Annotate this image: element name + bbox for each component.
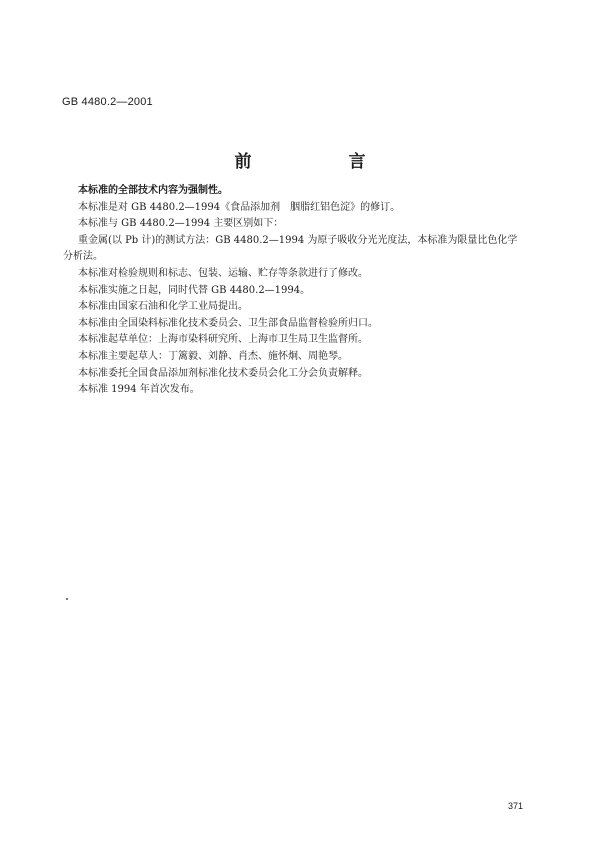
paragraph-heavy-metal-line2: 分析法。 bbox=[63, 251, 103, 263]
standard-code: GB 4480.2—2001 bbox=[62, 96, 153, 108]
paragraph-heavy-metal-line1: 重金属(以 Pb 计)的测试方法：GB 4480.2—1994 为原子吸收分光光度法，本标准为限量比色化学 bbox=[78, 234, 518, 246]
paragraph-interpretation: 本标准委托全国食品添加剂标准化技术委员会化工分会负责解释。 bbox=[78, 367, 368, 379]
paragraph-proposed-by: 本标准由国家石油和化学工业局提出。 bbox=[78, 301, 248, 313]
paragraph-revision: 本标准是对 GB 4480.2—1994《食品添加剂 胭脂红铝色淀》的修订。 bbox=[78, 201, 401, 213]
foreword-body bbox=[63, 183, 548, 399]
paragraph-mandatory: 本标准的全部技术内容为强制性。 bbox=[78, 185, 228, 196]
page-title: 前 言 bbox=[234, 152, 406, 172]
paragraph-first-release: 本标准 1994 年首次发布。 bbox=[78, 384, 200, 396]
paragraph-centralized-by: 本标准由全国染料标准化技术委员会、卫生部食品监督检验所归口。 bbox=[78, 317, 378, 329]
paragraph-inspection-rules: 本标准对检验规则和标志、包装、运输、贮存等条款进行了修改。 bbox=[78, 267, 368, 279]
page-number: 371 bbox=[508, 801, 524, 811]
paragraph-drafters: 本标准主要起草人：丁篱毅、刘静、肖杰、施怀炯、周艳琴。 bbox=[78, 350, 348, 362]
paragraph-drafting-units: 本标准起草单位：上海市染料研究所、上海市卫生局卫生监督所。 bbox=[78, 334, 368, 346]
paragraph-replacement: 本标准实施之日起，同时代替 GB 4480.2—1994。 bbox=[78, 284, 311, 296]
scan-speck bbox=[66, 598, 68, 600]
paragraph-heavy-metal bbox=[63, 233, 548, 266]
paragraph-differences: 本标准与 GB 4480.2—1994 主要区别如下： bbox=[78, 218, 284, 230]
